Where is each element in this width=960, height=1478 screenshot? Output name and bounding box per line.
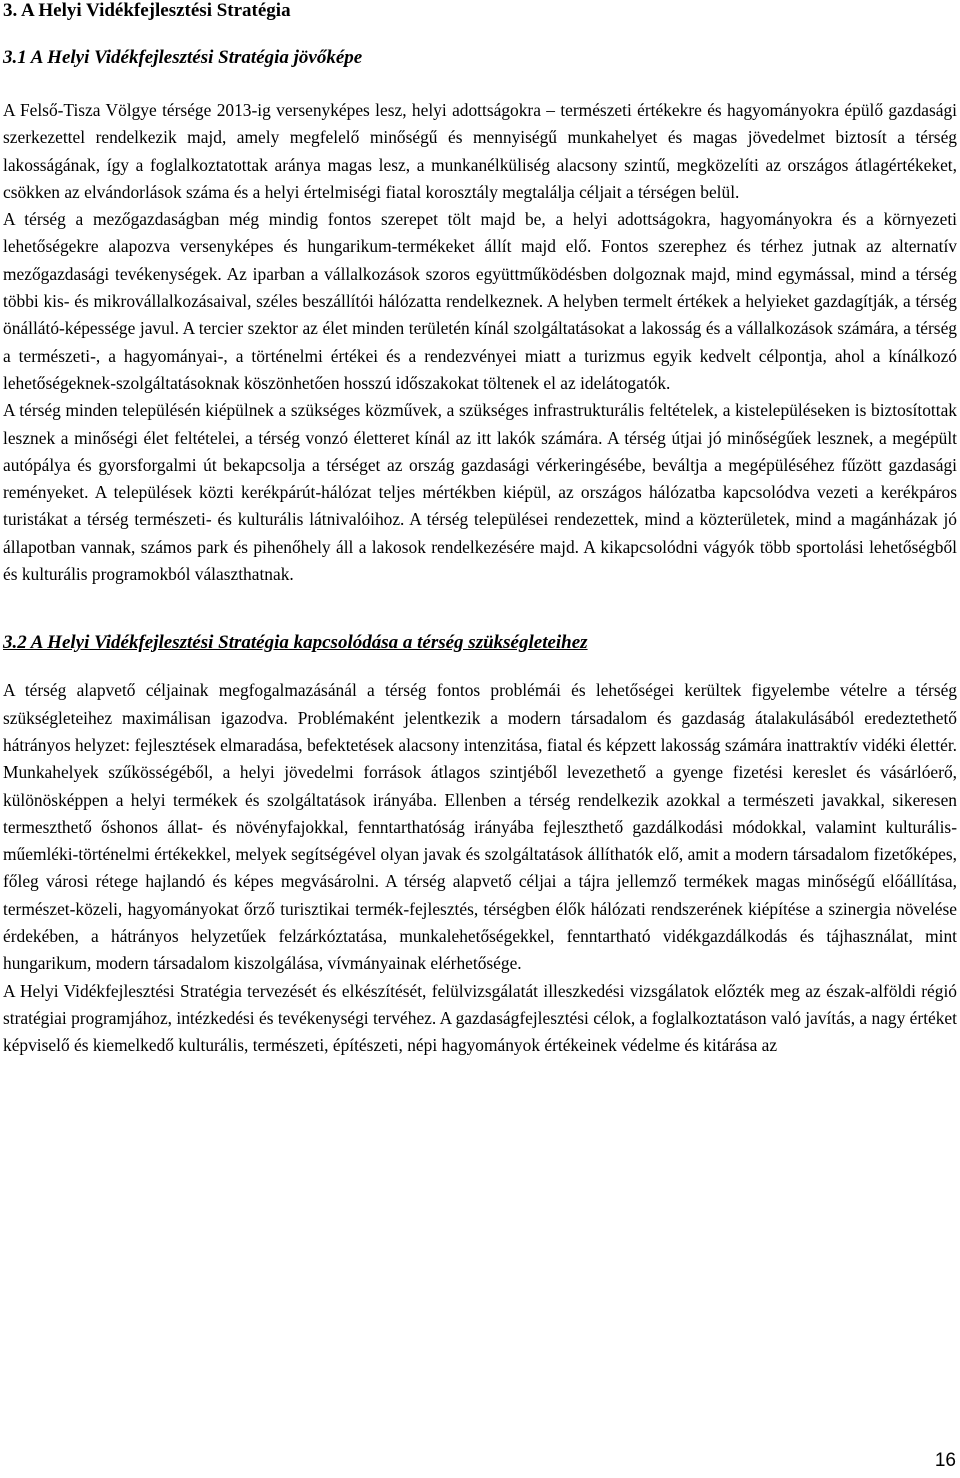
paragraph-vision-3: A térség minden településén kiépülnek a szükséges közművek, a szükséges infrastrukturális feltételek, a kistelepüléseken is biztosítottak lesznek a minőségi élet feltételei, a térség vonzó életteret kínál az itt lakók számára. A térség útjai jó minőségűek lesznek, a megépült autópálya és gyorsforgalmi út bekapcsolja a térséget az ország gazdasági vérkeringésébe, beváltja a megépüléséhez fűzött gazdasági reményeket. A települések közti kerékpárút-hálózat teljes mértékben kiépül, az országos hálózatba kapcsolódva vezeti a kerékpáros turistákat a térség természeti- és kulturális látnivalóihoz. A térség települései rendezettek, mind a közterületek, mind a magánházak jó állapotban vannak, számos park és pihenőhely áll a lakosok rendelkezésére majd. A kikapcsolódni vágyók több sportolási lehetőségből és kulturális programokból választhatnak. [3,400,957,585]
document-page [3,0,957,1060]
section-heading: 3. A Helyi Vidékfejlesztési Stratégia [3,0,291,21]
paragraph-vision-2: A térség a mezőgazdaságban még mindig fontos szerepet tölt majd be, a helyi adottságokra, hagyományokra és a környezeti lehetőségekre alapozva versenyképes és hungarikum-termékeket állít majd elő. Fontos szerephez és térhez jutnak az alternatív mezőgazdasági tevékenységek. Az iparban a vállalkozások szoros együttműködésben dolgoznak majd, mind egymással, mind a térség többi kis- és mikrovállalkozásaival, széles beszállítói hálózatta rendelkeznek. A helyben termelt értékek a helyieket gazdagítják, a térség önállátó-képessége javul. A tercier szektor az élet minden területén kínál szolgáltatásokat a lakosság és a vállalkozások számára, a térség a természeti-, a hagyományai-, a történelmi értékei és a rendezvényei miatt a turizmus egyik kedvelt célpontja, ahol a kínálkozó lehetőségeknek-szolgáltatásoknak köszönhetően hosszú időszakokat töltenek el az idelátogatók. [3,209,957,393]
paragraph-needs-1: A térség alapvető céljainak megfogalmazásánál a térség fontos problémái és lehetőségei kerültek figyelembe vételre a térség szükségleteihez maximálisan igazodva. Problémaként jelentkezik a modern társadalom és gazdaság átalakulásából eredeztethető hátrányos helyzet: fejlesztések elmaradása, befektetések alacsony intenzitása, fiatal és képzett lakosság számára inattraktív vidéki élettér. Munkahelyek szűkösségéből, a helyi jövedelmi források átlagos szintjéből levezethető a gyenge fizetési kereslet és vásárlóerő, különösképpen a helyi termékek és szolgáltatások irányába. Ellenben a térség rendelkezik azokkal a természeti javakkal, sikeresen termeszthető őshonos állat- és növényfajokkal, fenntarthatóság irányába fejleszthető gazdálkodási módokkal, valamint kulturális-műemléki-történelmi értékekkel, melyek segítségével olyan javak és szolgáltatások állíthatók elő, amit a modern társadalom fizetőképes, főleg városi rétege hajlandó és képes megvásárolni. A térség alapvető céljai a tájra jellemző termékek magas minőségű előállítása, természet-közeli, hagyományokat őrző turisztikai termék-fejlesztés, térségben élők hálózati rendszerének kiépítése a szinergia növelése érdekében, a hátrányos helyzetűek felzárkóztatása, munkalehetőségekkel, fenntartható vidékgazdálkodás és tájhasználat, mint hungarikum, modern társadalom kiszolgálása, vívmányainak elérhetősége. [3,680,957,974]
page-number: 16 [934,1450,956,1471]
subsection-heading-3-1: 3.1 A Helyi Vidékfejlesztési Stratégia jövőképe [3,47,363,68]
subsection-heading-3-2: 3.2 A Helyi Vidékfejlesztési Stratégia kapcsolódása a térség szükségleteihez [3,632,588,654]
paragraph-needs-2: A Helyi Vidékfejlesztési Stratégia tervezését és elkészítését, felülvizsgálatát illeszkedési vizsgálatok előzték meg az észak-alföldi régió stratégiai programjához, intézkedési és tevékenységi tervéhez. A gazdaságfejlesztési célok, a foglalkoztatáson való javítás, a nagy értéket képviselő és kiemelkedő kulturális, természeti, építészeti, népi hagyományok értékeinek védelme és kitárása az [3,980,957,1056]
paragraph-vision-1: A Felső-Tisza Völgye térsége 2013-ig versenyképes lesz, helyi adottságokra – természeti értékekre és hagyományokra épülő gazdasági szerkezettel rendelkezik majd, amely megfelelő minőségű és mennyiségű munkahelyet és magas jövedelmet biztosít a térség lakosságának, így a foglalkoztatottak aránya magas lesz, a munkanélküliség alacsony szintű, megközelíti az országos átlagértékeket, csökken az elvándorlások száma és a helyi értelmiségi fiatal korosztály megtalálja céljait a térségen belül. [3,100,957,202]
